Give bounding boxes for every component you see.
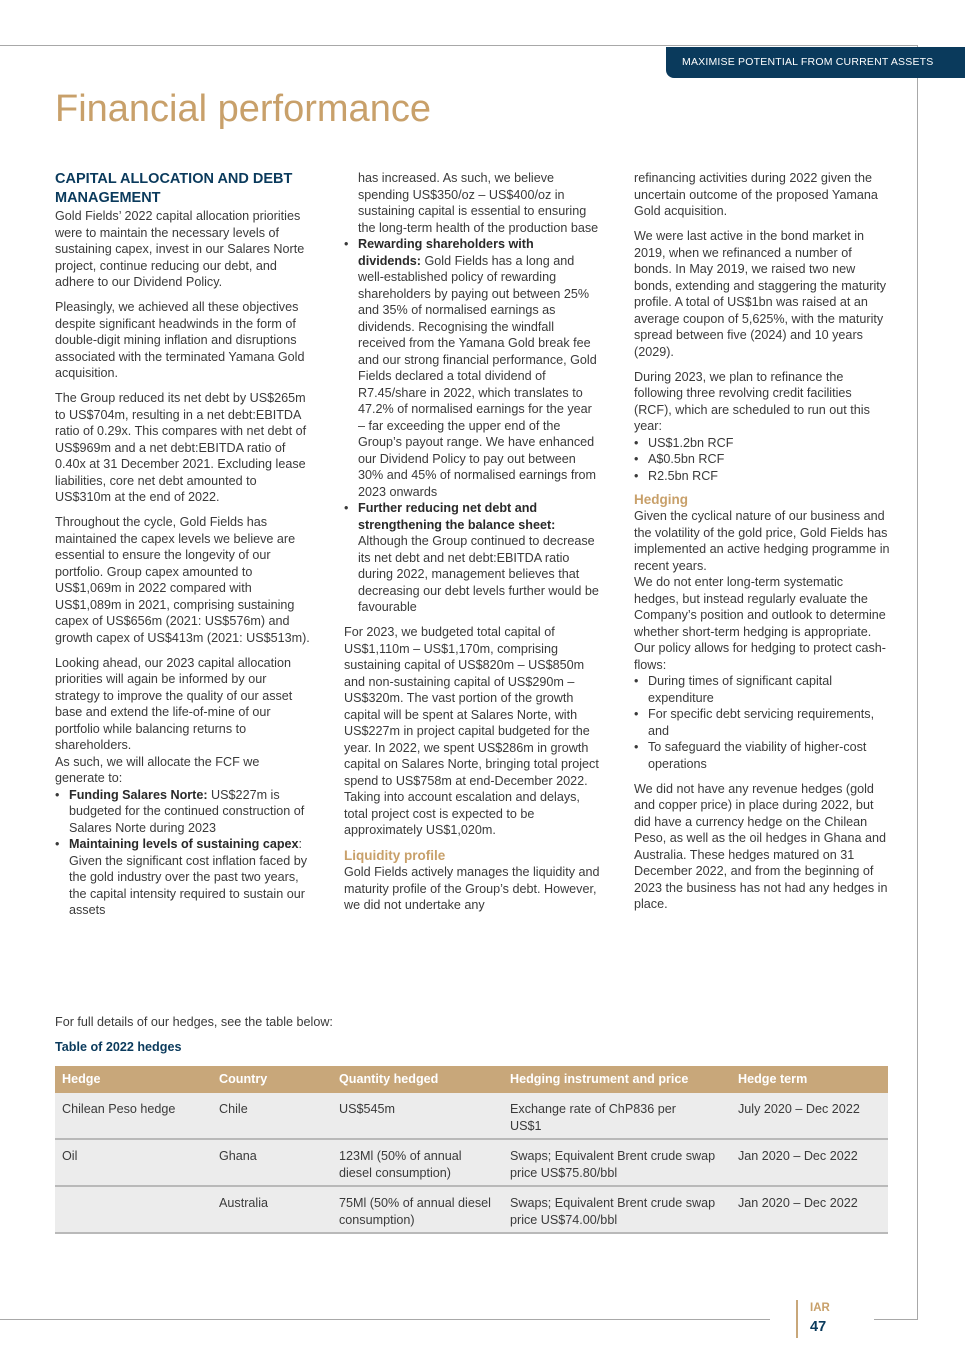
paragraph: Looking ahead, our 2023 capital allocation priorities will again be informed by our strategy to improve the quality of our asset base and extend the life-of-mine of our portfolio while balancing returns to shareholders.: [55, 655, 293, 752]
table-row: [55, 1139, 888, 1186]
right-rule: [917, 45, 918, 1320]
list-item: [344, 236, 600, 500]
table-cell: Swaps; Equivalent Brent crude swap price US$75.80/bbl: [503, 1139, 731, 1186]
footer-report-label: IAR: [810, 1302, 830, 1314]
list-item: • To safeguard the viability of higher-cost operations: [634, 739, 890, 772]
list-item: • During times of significant capital expenditure: [634, 673, 890, 706]
subheading-hedging: Hedging: [634, 492, 688, 507]
section-tab: MAXIMISE POTENTIAL FROM CURRENT ASSETS: [666, 47, 965, 78]
priority-list-continued: [344, 236, 600, 616]
list-item: • US$1.2bn RCF: [634, 435, 890, 452]
footer-divider: [796, 1300, 798, 1338]
table-cell: July 2020 – Dec 2022: [731, 1093, 888, 1139]
list-item-text: : Given the significant cost inflation faced by the gold industry over the past two years, the capital intensity required to sustain our assets: [69, 837, 308, 917]
list-item-continued: has increased. As such, we believe spending US$350/oz – US$400/oz in sustaining capital is essential to ensuring the long-term health of the production base: [358, 171, 599, 235]
paragraph: Throughout the cycle, Gold Fields has maintained the capex levels we believe are essential to ensure the longevity of our portfolio. Group capex amounted to US$1,069m in 2022 compared with US$1,089m in 2021, comprising sustaining capex of US$656m (2021: US$576m) and growth capex of US$413m (2021: US$513m).: [55, 515, 310, 645]
section-heading: CAPITAL ALLOCATION AND DEBT MANAGEMENT: [55, 171, 293, 206]
paragraph: The Group reduced its net debt by US$265m to US$704m, resulting in a net debt:EBITDA ratio of 0.29x. This compares with net debt of US$969m and a net debt:EBITDA ratio of 0.40x at 31 December 2021. Excluding lease liabilities, core net debt amounted to US$310m at the end of 2022.: [55, 391, 307, 504]
table-header-row: [55, 1066, 888, 1093]
hedges-table: [55, 1066, 888, 1234]
subheading-liquidity: Liquidity profile: [344, 848, 446, 863]
column-3: [634, 170, 890, 921]
paragraph: During 2023, we plan to refinance the following three revolving credit facilities (RCF), which are scheduled to run out this year:: [634, 369, 870, 433]
paragraph: Gold Fields actively manages the liquidity and maturity profile of the Group’s debt. However, we did not undertake any: [344, 865, 600, 912]
list-item-bold: Further reducing net debt and strengthening the balance sheet:: [358, 501, 556, 532]
table-cell: Jan 2020 – Dec 2022: [731, 1139, 888, 1186]
column-header: Hedge: [55, 1066, 212, 1093]
list-item: [55, 787, 311, 837]
table-cell: Oil: [55, 1139, 212, 1186]
list-item-text: Although the Group continued to decrease its net debt and net debt:EBITDA ratio during 2022, management believes that decreasing our debt levels further would be favourable: [358, 534, 599, 614]
table-cell: Chilean Peso hedge: [55, 1093, 212, 1139]
list-item-bold: Funding Salares Norte:: [69, 787, 208, 802]
table-cell: Ghana: [212, 1139, 332, 1186]
page-number: 47: [810, 1319, 827, 1335]
table-cell: 123Ml (50% of annual diesel consumption): [332, 1139, 503, 1186]
page-title: Financial performance: [55, 88, 431, 130]
top-rule: [0, 45, 918, 46]
table-cell: 75Ml (50% of annual diesel consumption): [332, 1186, 503, 1233]
paragraph: As such, we will allocate the FCF we generate to:: [55, 754, 260, 785]
list-item-bold: Rewarding shareholders with dividends:: [358, 237, 534, 268]
paragraph: We did not have any revenue hedges (gold and copper price) in place during 2022, but did have a currency hedge on the Chilean Peso, as well as the oil hedges in Ghana and Australia. These hedges matured on 31 December 2022, and from the beginning of 2023 the business has not had any hedges in place.: [634, 781, 888, 911]
list-item-text: US$227m is budgeted for the continued construction of Salares Norte during 2023: [69, 787, 305, 835]
list-item: • For specific debt servicing requirements, and: [634, 706, 890, 739]
list-item: • R2.5bn RCF: [634, 468, 890, 485]
paragraph: Pleasingly, we achieved all these objectives despite significant headwinds in the form of double-digit mining inflation and disruptions associated with the terminated Yamana Gold acquisition.: [55, 300, 305, 380]
list-item: [55, 836, 311, 919]
table-title: Table of 2022 hedges: [55, 1040, 182, 1054]
list-item-text: Gold Fields has a long and well-established policy of rewarding shareholders by paying out between 25% and 35% of normalised earnings as dividends. Recognising the windfall received from the Yamana Gold break fee and our strong financial performance, Gold Fields declared a total dividend of R7.45/share in 2022, which translates to 47.2% of normalised earnings for the year – far exceeding the upper end of the Group’s payout range. We have enhanced our Dividend Policy to pay out between 30% and 45% of normalised earnings from 2023 onwards: [358, 253, 597, 499]
list-item: [344, 500, 600, 616]
list-item-bold: Maintaining levels of sustaining capex: [69, 837, 299, 851]
column-header: Country: [212, 1066, 332, 1093]
table-cell: [55, 1186, 212, 1233]
column-header: Hedging instrument and price: [503, 1066, 731, 1093]
table-cell: Swaps; Equivalent Brent crude swap price US$74.00/bbl: [503, 1186, 731, 1233]
rcf-list: [634, 435, 890, 485]
table-row: [55, 1093, 888, 1139]
paragraph: Given the cyclical nature of our business and the volatility of the gold price, Gold Fields has implemented an active hedging programme in recent years.: [634, 509, 890, 573]
column-header: Hedge term: [731, 1066, 888, 1093]
paragraph: For 2023, we budgeted total capital of US$1,110m – US$1,170m, comprising sustaining capital of US$820m – US$850m and non-sustaining capital of US$290m – US$320m. The vast portion of the growth capital will be spent at Salares Norte, with US$227m in project capital budgeted for the year. In 2022, we spent US$286m in growth capital on Salares Norte, bringing total project spend to US$758m at end-December 2022. Taking into account escalation and delays, total project cost is expected to be approximately US$1,020m.: [344, 625, 599, 837]
paragraph: We do not enter long-term systematic hedges, but instead regularly evaluate the Company’s position and outlook to determine whether short-term hedging is appropriate. Our policy allows for hedging to protect cash-flows:: [634, 575, 886, 672]
list-item: • A$0.5bn RCF: [634, 451, 890, 468]
bottom-rule-right: [874, 1319, 918, 1320]
table-cell: Exchange rate of ChP836 per US$1: [503, 1093, 731, 1139]
column-1: [55, 170, 311, 919]
priority-list: [55, 787, 311, 919]
table-cell: Chile: [212, 1093, 332, 1139]
column-2: [344, 170, 600, 922]
table-cell: US$545m: [332, 1093, 503, 1139]
table-cell: Australia: [212, 1186, 332, 1233]
hedge-reasons-list: [634, 673, 890, 772]
table-cell: Jan 2020 – Dec 2022: [731, 1186, 888, 1233]
bottom-rule: [0, 1319, 770, 1320]
paragraph: We were last active in the bond market in 2019, when we refinanced a number of bonds. In May 2019, we raised two new bonds, extending and staggering the maturity profile. A total of US$1bn was raised at an average coupon of 5,625%, with the maturity spread between five (2024) and 10 years (2029).: [634, 229, 887, 359]
table-note: For full details of our hedges, see the table below:: [55, 1015, 333, 1029]
column-header: Quantity hedged: [332, 1066, 503, 1093]
paragraph: refinancing activities during 2022 given the uncertain outcome of the proposed Yamana Gold acquisition.: [634, 171, 878, 218]
table-row: [55, 1186, 888, 1233]
paragraph: Gold Fields’ 2022 capital allocation priorities were to maintain the necessary levels of sustaining capex, invest in our Salares Norte project, continue reducing our debt, and adhere to our Dividend Policy.: [55, 209, 305, 289]
